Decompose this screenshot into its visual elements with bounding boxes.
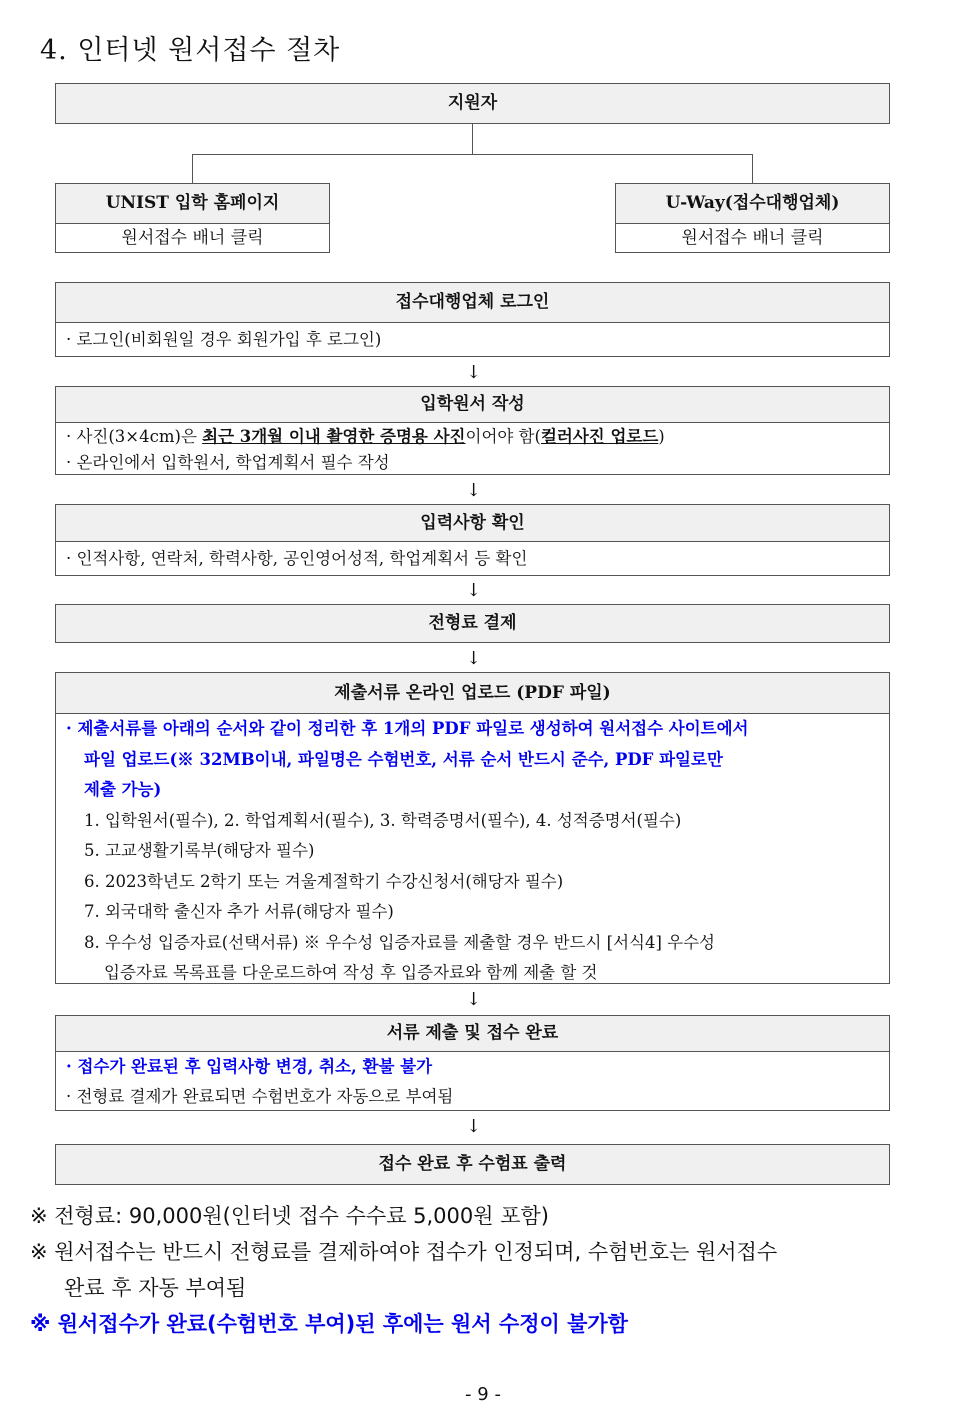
document-list-item: 입증자료 목록표를 다운로드하여 작성 후 입증자료와 함께 제출 할 것: [104, 963, 598, 982]
modification-warning: ※ 원서접수가 완료(수험번호 부여)된 후에는 원서 수정이 불가함: [30, 1312, 628, 1336]
unist-banner-action: 원서접수 배너 클릭: [56, 223, 329, 252]
document-list-item: 8. 우수성 입증자료(선택서류) ※ 우수성 입증자료를 제출할 경우 반드시 [서식4] 우수성: [84, 932, 715, 952]
no-refund-warning: · 접수가 완료된 후 입력사항 변경, 취소, 환불 불가: [66, 1057, 433, 1076]
step-apply-title: 입학원서 작성: [56, 387, 889, 422]
photo-text: ): [658, 427, 665, 446]
step-print: [55, 1144, 890, 1185]
document-list-item: 6. 2023학년도 2학기 또는 겨울계절학기 수강신청서(해당자 필수): [84, 871, 564, 891]
arrow-icon: ↓: [466, 580, 482, 601]
page-number: - 9 -: [465, 1384, 501, 1405]
step-confirm-item: · 인적사항, 연락처, 학력사항, 공인영어성적, 학업계획서 등 확인: [56, 541, 889, 576]
document-list-item: 1. 입학원서(필수), 2. 학업계획서(필수), 3. 학력증명서(필수), 4. 성적증명서(필수): [84, 810, 682, 830]
fee-note: ※ 전형료: 90,000원(인터넷 접수 수수료 5,000원 포함): [30, 1204, 549, 1228]
arrow-icon: ↓: [466, 480, 482, 501]
applicant-label: 지원자: [447, 93, 498, 113]
arrow-icon: ↓: [466, 1116, 482, 1137]
uway-box: [615, 183, 890, 253]
arrow-icon: ↓: [466, 989, 482, 1010]
step-payment: [55, 604, 890, 643]
unist-homepage-box: [55, 183, 330, 253]
page-title: 4. 인터넷 원서접수 절차: [40, 35, 341, 66]
photo-text: · 사진(3×4cm)은: [66, 427, 203, 446]
step-apply-form-line: · 온라인에서 입학원서, 학업계획서 필수 작성: [66, 453, 390, 472]
connector-line: [192, 154, 753, 155]
uway-banner-action: 원서접수 배너 클릭: [616, 223, 889, 252]
upload-notice: · 제출서류를 아래의 순서와 같이 정리한 후 1개의 PDF 파일로 생성하여 원서접수 사이트에서: [66, 719, 749, 738]
step-login-item: · 로그인(비회원일 경우 회원가입 후 로그인): [56, 322, 889, 357]
photo-requirement: 최근 3개월 이내 촬영한 증명용 사진: [202, 427, 466, 446]
document-list-item: 7. 외국대학 출신자 추가 서류(해당자 필수): [84, 902, 394, 921]
arrow-icon: ↓: [466, 648, 482, 669]
step-login-title: 접수대행업체 로그인: [56, 283, 889, 322]
color-photo-upload: 컬러사진 업로드: [540, 427, 659, 446]
step-complete-title: 서류 제출 및 접수 완료: [56, 1016, 889, 1051]
connector-line: [192, 154, 193, 183]
step-confirm-title: 입력사항 확인: [56, 505, 889, 541]
payment-note-continued: 완료 후 자동 부여됨: [64, 1276, 247, 1300]
step-login: [55, 282, 890, 357]
unist-homepage-title: UNIST 입학 홈페이지: [56, 184, 329, 223]
step-upload-title: 제출서류 온라인 업로드 (PDF 파일): [56, 673, 889, 713]
step-apply-body: [56, 422, 889, 476]
photo-text: 이어야 함(: [465, 427, 541, 446]
step-apply-photo-line: [66, 424, 889, 450]
document-list-item: 5. 고교생활기록부(해당자 필수): [84, 841, 315, 860]
step-complete: [55, 1015, 890, 1111]
connector-line: [472, 124, 473, 154]
connector-line: [752, 154, 753, 183]
arrow-icon: ↓: [466, 362, 482, 383]
step-payment-title: 전형료 결제: [428, 613, 517, 633]
exam-number-info: · 전형료 결제가 완료되면 수험번호가 자동으로 부여됨: [66, 1087, 454, 1106]
step-upload-body: [56, 713, 889, 989]
step-upload: [55, 672, 890, 984]
step-apply: [55, 386, 890, 475]
applicant-box: [55, 83, 890, 124]
uway-title: U-Way(접수대행업체): [616, 184, 889, 223]
upload-notice: 제출 가능): [84, 780, 162, 799]
step-confirm: [55, 504, 890, 576]
upload-notice: 파일 업로드(※ 32MB이내, 파일명은 수험번호, 서류 순서 반드시 준수, PDF 파일로만: [84, 749, 723, 769]
step-complete-body: [56, 1051, 889, 1112]
step-print-title: 접수 완료 후 수험표 출력: [378, 1154, 567, 1174]
payment-note: ※ 원서접수는 반드시 전형료를 결제하여야 접수가 인정되며, 수험번호는 원서접수: [30, 1240, 778, 1264]
